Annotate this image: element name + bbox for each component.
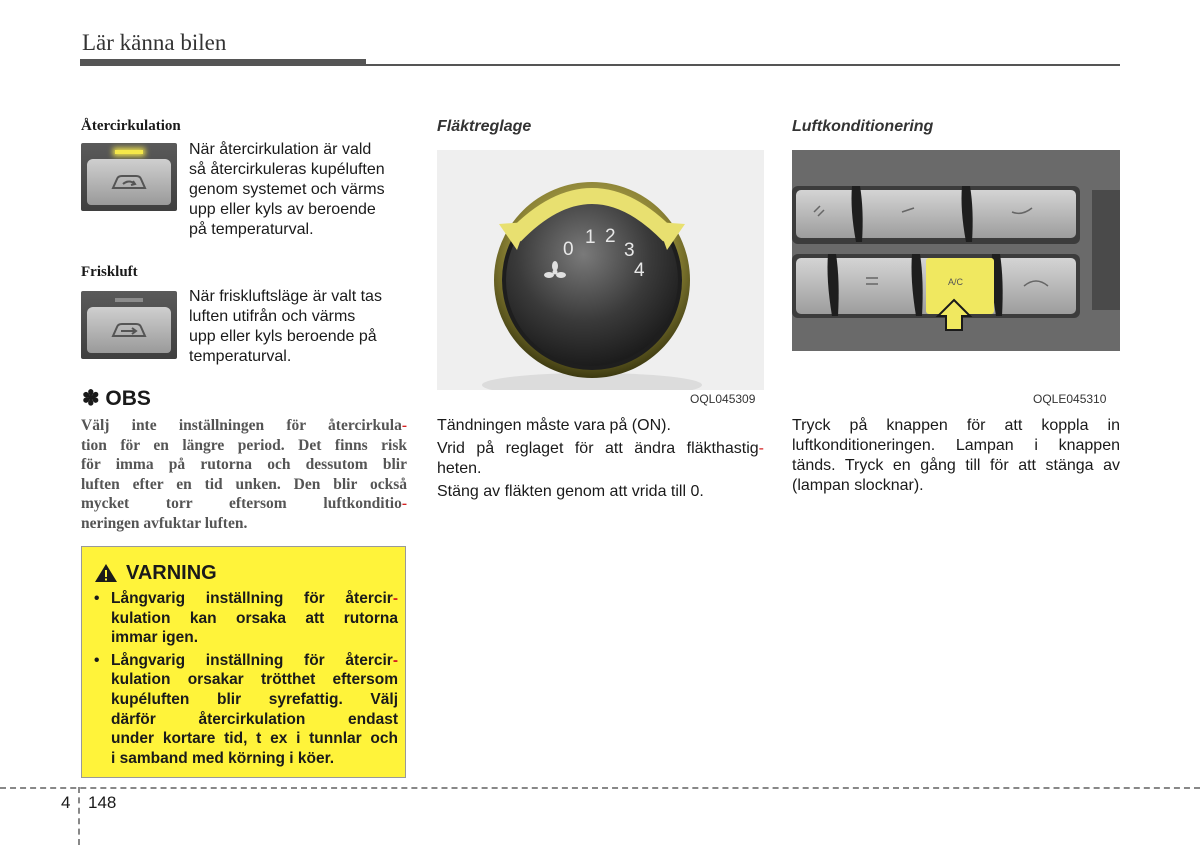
dial-label-4: 4: [634, 260, 645, 281]
ac-text: [792, 416, 1120, 496]
dial-label-2: 2: [605, 226, 616, 247]
text-line: När friskluftsläge är valt tas: [189, 288, 382, 305]
ac-panel-image: [792, 150, 1120, 351]
fresh-lamp: [115, 298, 143, 302]
text-line: När återcirkulation är vald: [189, 141, 372, 158]
fan-heading: Fläktreglage: [437, 118, 532, 135]
warning-item: • Långvarig inställning för återcir- kulation orsakar trötthet eftersom kupéluften blir syrefattig. Välj därför återcirkulation endast under kortare tid, t ex i tunnlar och i samband med körning i köer.: [94, 651, 398, 767]
warning-list: [92, 589, 398, 771]
fresh-text: [189, 287, 407, 367]
page-number: 148: [88, 793, 117, 812]
fan-dial-image: [437, 150, 764, 390]
fresh-button-image: [81, 291, 177, 359]
footer-dashed-line: [0, 787, 1200, 789]
ac-label: A/C: [948, 277, 964, 287]
ac-heading: Luftkonditionering: [792, 118, 934, 135]
text-line: upp eller kyls av beroende: [189, 201, 376, 218]
warning-triangle-icon: [94, 563, 118, 583]
ac-image-code: OQLE045310: [1033, 392, 1107, 406]
text-line: på temperaturval.: [189, 221, 314, 238]
text-line: (lampan slocknar).: [792, 477, 924, 494]
footer-vertical-dash: [78, 787, 80, 845]
text-line: luften utifrån och värms: [189, 308, 356, 325]
text-line: tänds. Tryck en gång till för att stänga av: [792, 457, 1120, 474]
obs-text: Välj inte inställningen för återcirkula- tion för en längre period. Det finns risk för imma på rutorna och dessutom blir luften efter en tid unken. Den blir också mycket torr eftersom luftkonditio- neringen avfuktar luften.: [81, 417, 407, 532]
recirculation-icon: [109, 171, 149, 193]
warning-item: • Långvarig inställning för återcir- kulation kan orsaka att rutorna immar igen.: [94, 590, 398, 647]
fresh-heading: Friskluft: [81, 264, 138, 280]
fan-image-code: OQL045309: [690, 392, 756, 406]
fan-text: Tändningen måste vara på (ON). Vrid på reglaget för att ändra fläkthastig- heten. Stäng av fläkten genom att vrida till 0.: [437, 417, 764, 500]
text-line: temperaturval.: [189, 348, 292, 365]
warning-box: [81, 546, 406, 778]
section-number: 4: [61, 793, 71, 812]
recirc-lamp: [115, 150, 143, 154]
dial-label-0: 0: [563, 239, 574, 260]
recirc-button-image: [81, 143, 177, 211]
text-line: upp eller kyls beroende på: [189, 328, 377, 345]
text-line: så återcirkuleras kupéluften: [189, 161, 385, 178]
text-line: Tryck på knappen för att koppla in: [792, 417, 1120, 434]
page-header-title: Lär känna bilen: [82, 30, 227, 55]
fresh-air-icon: [109, 319, 149, 341]
dial-label-1: 1: [585, 227, 596, 248]
recirc-heading: Återcirkulation: [81, 118, 181, 134]
dial-label-3: 3: [624, 240, 635, 261]
header-bar: [80, 59, 366, 66]
header-rule: [366, 64, 1120, 66]
warning-title: VARNING: [126, 562, 217, 584]
text-line: luftkonditioneringen. Lampan i knappen: [792, 437, 1120, 454]
text-line: genom systemet och värms: [189, 181, 385, 198]
obs-title: ✽ OBS: [82, 387, 151, 410]
recirc-text: [189, 140, 407, 240]
